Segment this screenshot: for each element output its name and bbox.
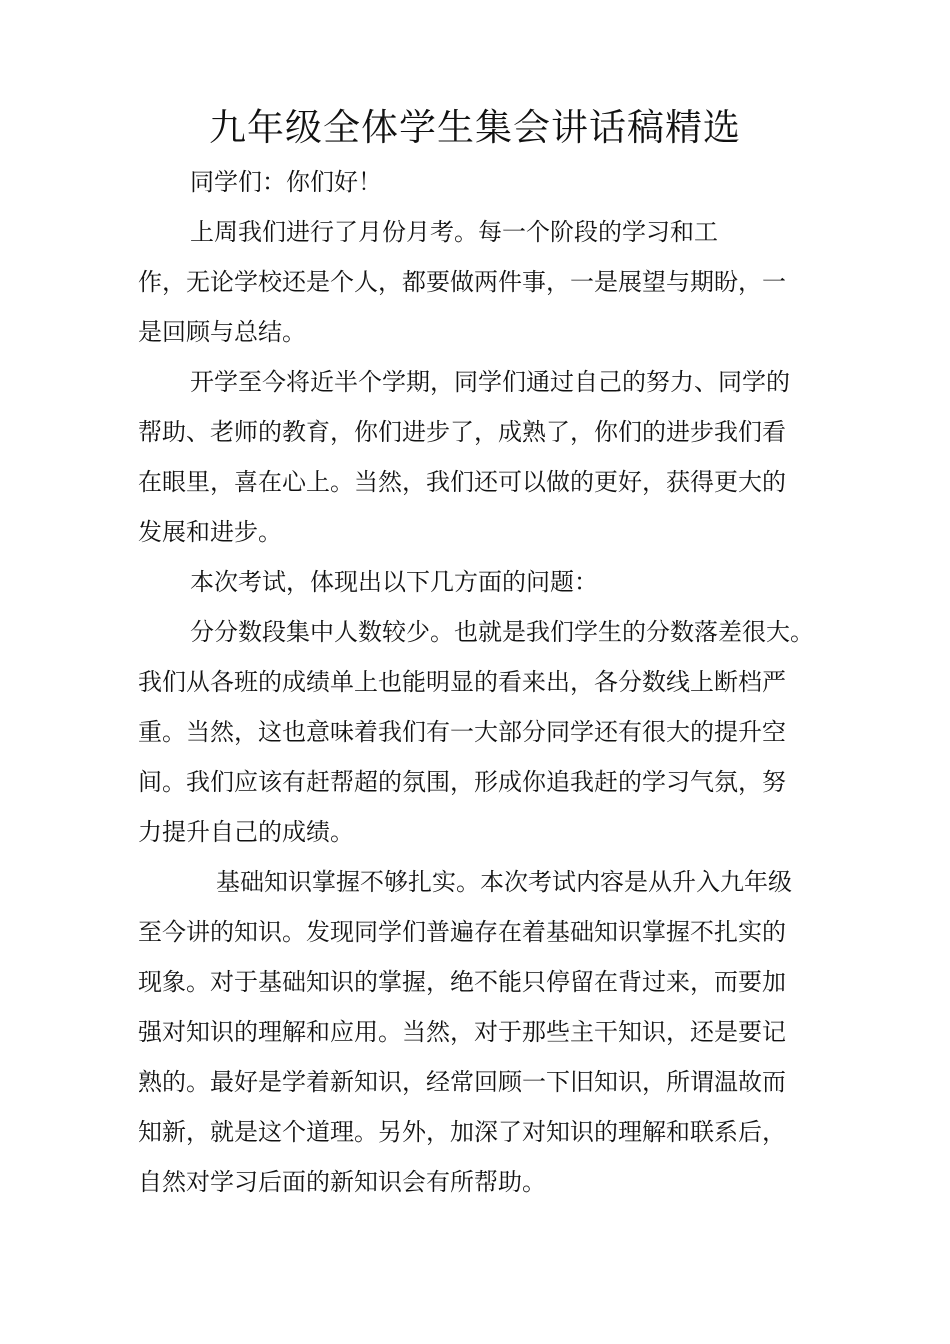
- text-line: 我们从各班的成绩单上也能明显的看来出，各分数线上断档严: [138, 668, 786, 696]
- page-title: 九年级全体学生集会讲话稿精选: [209, 106, 741, 149]
- text-line: 至今讲的知识。发现同学们普遍存在着基础知识掌握不扎实的: [138, 918, 786, 946]
- text-line: 知新，就是这个道理。另外，加深了对知识的理解和联系后，: [138, 1118, 786, 1146]
- text-line: 作，无论学校还是个人，都要做两件事，一是展望与期盼，一: [138, 268, 786, 296]
- text-line: 力提升自己的成绩。: [138, 818, 354, 846]
- text-line: 是回顾与总结。: [138, 318, 306, 346]
- text-line: 强对知识的理解和应用。当然，对于那些主干知识，还是要记: [138, 1018, 786, 1046]
- text-line: 同学们：你们好！: [190, 168, 382, 196]
- text-line: 发展和进步。: [138, 518, 282, 546]
- text-line: 间。我们应该有赶帮超的氛围，形成你追我赶的学习气氛，努: [138, 768, 786, 796]
- text-line: 分分数段集中人数较少。也就是我们学生的分数落差很大。: [190, 618, 814, 646]
- text-line: 基础知识掌握不够扎实。本次考试内容是从升入九年级: [216, 868, 792, 896]
- text-line: 开学至今将近半个学期，同学们通过自己的努力、同学的: [190, 368, 790, 396]
- text-line: 重。当然，这也意味着我们有一大部分同学还有很大的提升空: [138, 718, 786, 746]
- text-line: 现象。对于基础知识的掌握，绝不能只停留在背过来，而要加: [138, 968, 786, 996]
- text-line: 自然对学习后面的新知识会有所帮助。: [138, 1168, 546, 1196]
- text-line: 本次考试，体现出以下几方面的问题：: [190, 568, 598, 596]
- text-line: 在眼里，喜在心上。当然，我们还可以做的更好，获得更大的: [138, 468, 786, 496]
- text-line: 熟的。最好是学着新知识，经常回顾一下旧知识，所谓温故而: [138, 1068, 786, 1096]
- text-line: 上周我们进行了月份月考。每一个阶段的学习和工: [190, 218, 718, 246]
- text-line: 帮助、老师的教育，你们进步了，成熟了，你们的进步我们看: [138, 418, 786, 446]
